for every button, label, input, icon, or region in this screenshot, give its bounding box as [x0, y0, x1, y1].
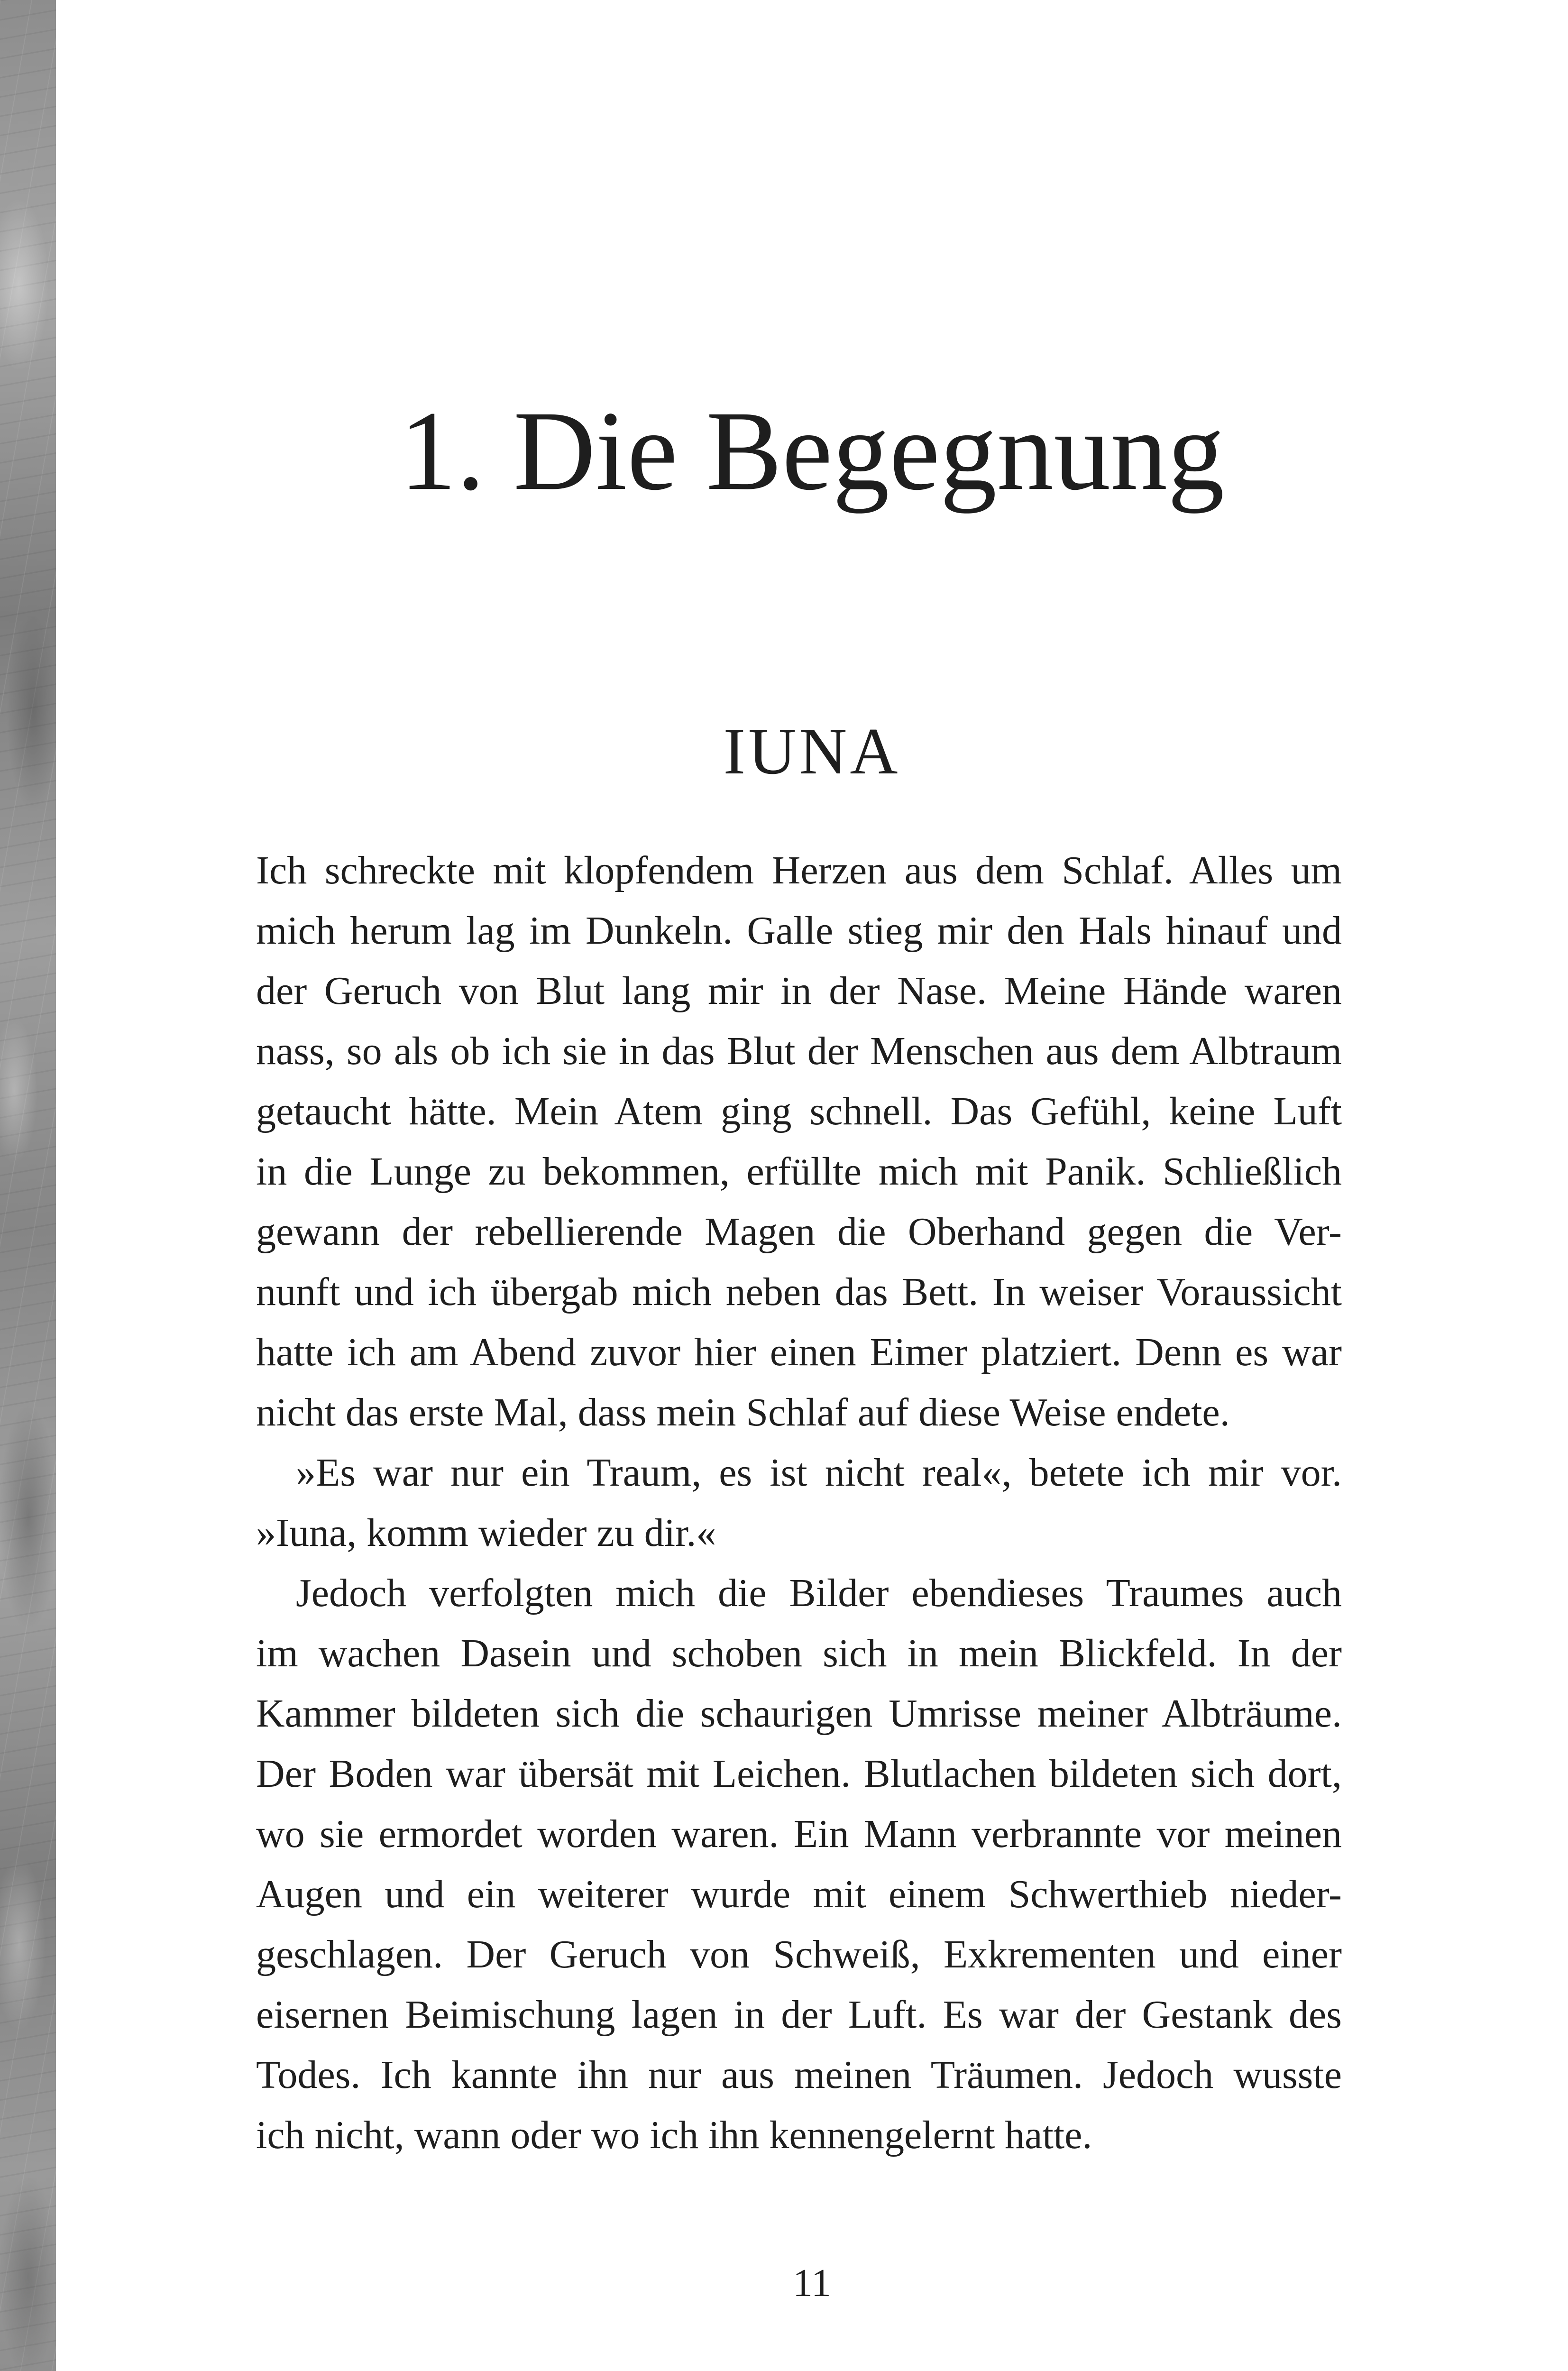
text-line: in die Lunge zu bekommen, erfüllte mich mit Panik. Schließlich	[256, 1149, 1342, 1194]
text-line: geschlagen. Der Geruch von Schweiß, Exkrementen und einer	[256, 1932, 1342, 1976]
text-line: im wachen Dasein und schoben sich in mein Blickfeld. In der	[256, 1631, 1342, 1675]
marble-edge-decoration	[0, 0, 56, 2371]
text-line: Todes. Ich kannte ihn nur aus meinen Träumen. Jedoch wusste	[256, 2053, 1342, 2097]
text-line: Jedoch verfolgten mich die Bilder ebendieses Traumes auch	[296, 1571, 1342, 1615]
text-line: Augen und ein weiterer wurde mit einem Schwerthieb nieder-	[256, 1872, 1342, 1916]
text-line: »Es war nur ein Traum, es ist nicht real«, betete ich mir vor.	[296, 1451, 1342, 1495]
chapter-title: 1. Die Begegnung	[399, 387, 1225, 514]
text-line: »Iuna, komm wieder zu dir.«	[256, 1511, 716, 1555]
section-heading: IUNA	[723, 715, 901, 788]
text-line: Der Boden war übersät mit Leichen. Blutlachen bildeten sich dort,	[256, 1752, 1342, 1796]
text-line: ich nicht, wann oder wo ich ihn kennengelernt hatte.	[256, 2113, 1092, 2157]
text-line: wo sie ermordet worden waren. Ein Mann verbrannte vor meinen	[256, 1812, 1342, 1856]
text-line: nunft und ich übergab mich neben das Bett. In weiser Voraussicht	[256, 1270, 1342, 1314]
chapter-body	[256, 840, 1342, 2165]
text-line: der Geruch von Blut lang mir in der Nase. Meine Hände waren	[256, 969, 1342, 1013]
text-line: Kammer bildeten sich die schaurigen Umrisse meiner Albträume.	[256, 1691, 1342, 1736]
page-number: 11	[793, 2261, 831, 2305]
text-line: Ich schreckte mit klopfendem Herzen aus dem Schlaf. Alles um	[256, 848, 1342, 892]
text-line: eisernen Beimischung lagen in der Luft. Es war der Gestank des	[256, 1993, 1342, 2037]
text-line: gewann der rebellierende Magen die Oberhand gegen die Ver-	[256, 1210, 1342, 1254]
paragraph	[256, 1563, 1342, 2165]
paragraph	[256, 840, 1342, 1443]
text-line: nicht das erste Mal, dass mein Schlaf auf diese Weise endete.	[256, 1390, 1230, 1434]
text-line: nass, so als ob ich sie in das Blut der Menschen aus dem Albtraum	[256, 1029, 1342, 1073]
text-line: mich herum lag im Dunkeln. Galle stieg mir den Hals hinauf und	[256, 909, 1342, 953]
text-line: hatte ich am Abend zuvor hier einen Eimer platziert. Denn es war	[256, 1330, 1342, 1374]
paragraph	[256, 1443, 1342, 1563]
text-line: getaucht hätte. Mein Atem ging schnell. Das Gefühl, keine Luft	[256, 1089, 1342, 1133]
